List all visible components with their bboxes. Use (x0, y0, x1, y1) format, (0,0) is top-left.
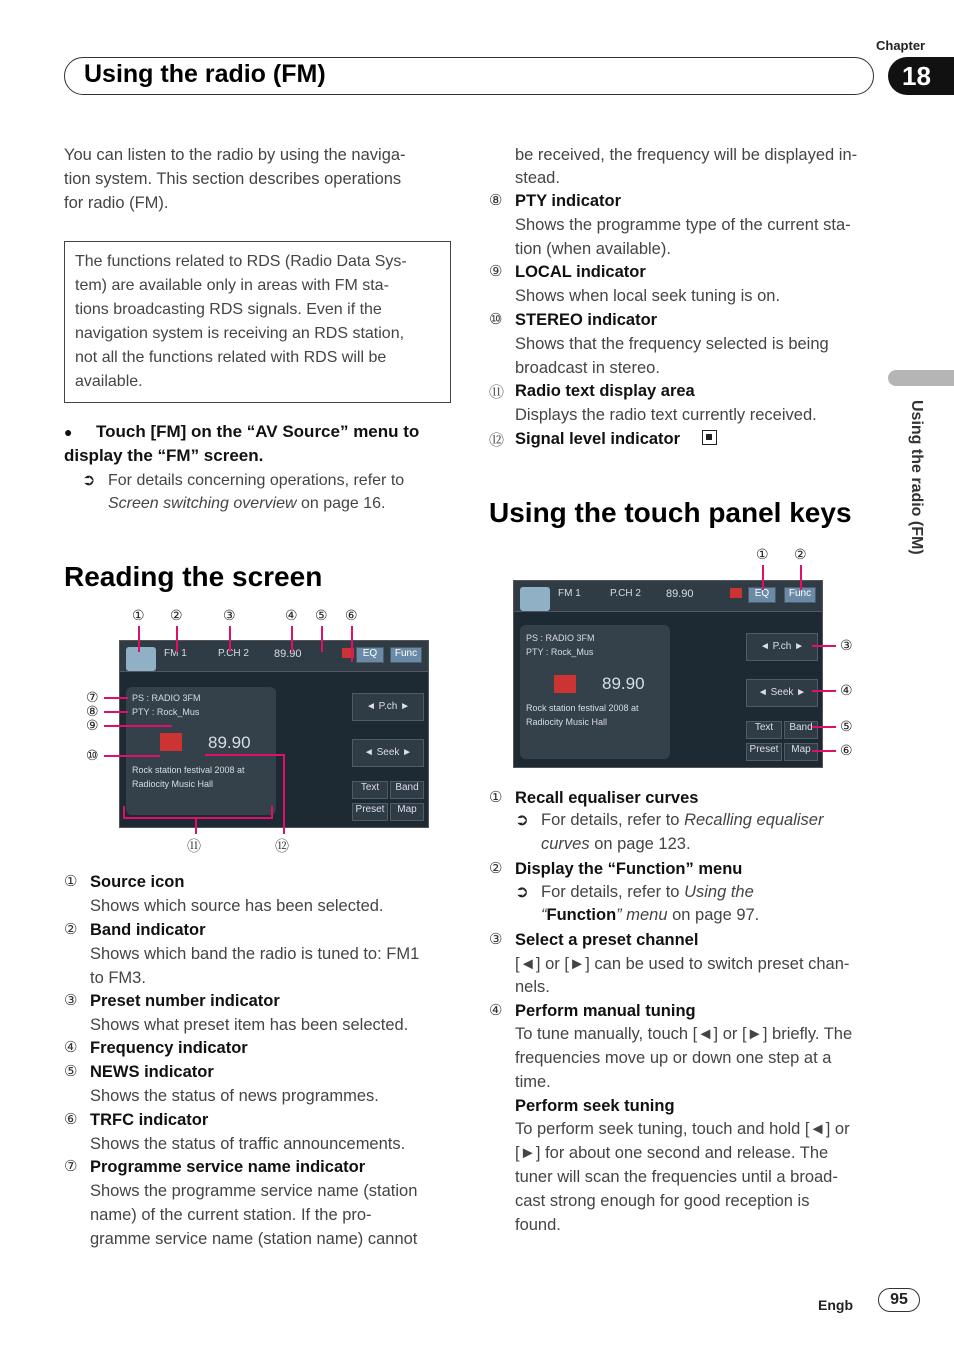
radio-text-line: Radiocity Music Hall (526, 717, 608, 727)
callout-marker: ⑩ (86, 747, 99, 763)
callout-marker: ① (132, 607, 145, 623)
page-title: Using the radio (FM) (84, 60, 326, 88)
note-line: The functions related to RDS (Radio Data Sys- (75, 253, 407, 270)
eq-button[interactable]: EQ (748, 587, 776, 603)
func-button[interactable]: Func (390, 647, 422, 663)
item-number: ③ (64, 992, 78, 1009)
item-desc: name) of the current station. If the pro- (90, 1206, 372, 1224)
note-line: not all the functions related with RDS will be (75, 349, 387, 366)
frequency-indicator: 89.90 (666, 588, 694, 600)
item-label: Display the “Function” menu (515, 860, 743, 878)
text-button[interactable]: Text (352, 781, 388, 799)
callout-marker: ③ (840, 637, 853, 653)
pch-button[interactable]: ◄ P.ch ► (352, 693, 424, 721)
item-desc: be received, the frequency will be displayed in- (515, 146, 858, 164)
item-label: Perform manual tuning (515, 1002, 696, 1020)
note-line: available. (75, 373, 143, 390)
item-label: LOCAL indicator (515, 263, 646, 281)
section-heading-reading: Reading the screen (64, 561, 323, 592)
item-label: Recall equaliser curves (515, 789, 699, 807)
chapter-label: Chapter (876, 38, 926, 53)
pch-button[interactable]: ◄ P.ch ► (746, 633, 818, 661)
item-reference (541, 903, 759, 927)
item-desc: found. (515, 1216, 561, 1234)
step-line: display the “FM” screen. (64, 446, 264, 465)
ref-link[interactable]: Recalling equaliser (684, 811, 824, 829)
map-button[interactable]: Map (784, 743, 818, 761)
item-desc: to FM3. (90, 969, 146, 987)
item-number: ⑪ (489, 384, 505, 401)
item-desc: Shows the programme type of the current sta- (515, 216, 851, 234)
item-desc: tuner will scan the frequencies until a broad- (515, 1168, 838, 1186)
band-button[interactable]: Band (390, 781, 424, 799)
seek-button[interactable]: ◄ Seek ► (352, 739, 424, 767)
step-line: Touch [FM] on the “AV Source” menu to (96, 422, 420, 441)
radio-text-line: Radiocity Music Hall (132, 779, 214, 789)
chapter-number: 18 (888, 57, 954, 95)
item-desc: gramme service name (station name) cannot (90, 1230, 418, 1248)
item-number: ① (64, 873, 78, 890)
ref-page: on page 97. (667, 906, 760, 924)
footer-language: Engb (818, 1297, 853, 1313)
item-label: PTY indicator (515, 192, 622, 210)
func-button[interactable]: Func (784, 587, 816, 603)
callout-marker: ④ (285, 607, 298, 623)
section-heading-touch: Using the touch panel keys (489, 497, 852, 528)
note-line: navigation system is receiving an RDS station, (75, 325, 405, 342)
item-reference (515, 808, 823, 832)
callout-marker: ⑦ (86, 689, 99, 705)
preset-button[interactable]: Preset (746, 743, 782, 761)
item-label: Perform seek tuning (515, 1097, 675, 1115)
text-button[interactable]: Text (746, 721, 782, 739)
ref-page: on page 123. (589, 835, 691, 853)
ref-link[interactable]: Screen switching overview (108, 495, 297, 512)
item-label: Select a preset channel (515, 931, 699, 949)
radio-text-line: Rock station festival 2008 at (526, 703, 639, 713)
item-desc: Shows the status of traffic announcements. (90, 1135, 406, 1153)
callout-marker: ② (794, 546, 807, 562)
preset-number-indicator: P.CH 2 (610, 588, 641, 599)
item-desc: Shows the programme service name (station (90, 1182, 418, 1200)
ref-link[interactable]: curves (541, 835, 590, 853)
item-number: ⑨ (489, 263, 503, 280)
item-number: ⑫ (489, 432, 505, 449)
item-desc: [◄] or [►] can be used to switch preset chan- (515, 955, 850, 973)
arrow-icon: ➲ (82, 472, 96, 489)
map-button[interactable]: Map (390, 803, 424, 821)
ref-link-bold[interactable]: Function (546, 906, 617, 924)
item-desc: tion (when available). (515, 240, 671, 258)
item-desc: Shows which band the radio is tuned to: FM1 (90, 945, 420, 963)
item-desc: nels. (515, 978, 550, 996)
callout-marker: ② (170, 607, 183, 623)
preset-button[interactable]: Preset (352, 803, 388, 821)
ps-indicator: PS : RADIO 3FM (132, 693, 201, 703)
callout-marker: ⑫ (275, 838, 289, 854)
ps-indicator: PS : RADIO 3FM (526, 633, 595, 643)
item-desc: frequencies move up or down one step at a (515, 1049, 832, 1067)
intro-line: tion system. This section describes operations (64, 170, 402, 188)
seek-button[interactable]: ◄ Seek ► (746, 679, 818, 707)
intro-line: You can listen to the radio by using the naviga- (64, 146, 406, 164)
callout-marker: ④ (840, 682, 853, 698)
item-label: TRFC indicator (90, 1111, 209, 1129)
callout-marker: ⑪ (187, 838, 201, 854)
item-number: ⑥ (64, 1111, 78, 1128)
item-desc: time. (515, 1073, 551, 1091)
item-desc: stead. (515, 169, 560, 187)
callout-marker: ① (756, 546, 769, 562)
item-desc: Shows the status of news programmes. (90, 1087, 379, 1105)
arrow-icon: ➲ (515, 883, 529, 901)
ref-link[interactable]: Using the (684, 883, 754, 901)
preset-number-indicator: P.CH 2 (218, 648, 249, 659)
note-line: tions broadcasting RDS signals. Even if the (75, 301, 382, 318)
bullet-icon: ● (64, 424, 73, 440)
item-label: Radio text display area (515, 382, 695, 400)
item-number: ⑧ (489, 192, 503, 209)
ref-text: For details, refer to (541, 883, 685, 901)
item-number: ② (64, 921, 78, 938)
callout-marker: ③ (223, 607, 236, 623)
item-label: Preset number indicator (90, 992, 280, 1010)
item-desc: [►] for about one second and release. The (515, 1144, 829, 1162)
ref-page: on page 16. (296, 495, 386, 512)
callout-marker: ⑤ (315, 607, 328, 623)
item-desc: cast strong enough for good reception is (515, 1192, 810, 1210)
item-number: ③ (489, 931, 503, 948)
item-reference (515, 880, 754, 904)
item-label: Signal level indicator (515, 430, 681, 448)
ref-quote: “ (541, 906, 547, 924)
pty-indicator: PTY : Rock_Mus (526, 647, 594, 657)
item-desc: Shows what preset item has been selected. (90, 1016, 409, 1034)
callout-marker: ⑨ (86, 717, 99, 733)
item-label: Source icon (90, 873, 185, 891)
callout-marker: ⑤ (840, 718, 853, 734)
ref-line: For details concerning operations, refer to (108, 472, 405, 489)
item-number: ⑦ (64, 1158, 78, 1175)
callout-marker: ⑥ (345, 607, 358, 623)
item-desc: Displays the radio text currently received. (515, 406, 817, 424)
band-indicator: FM 1 (558, 588, 581, 599)
item-desc: To tune manually, touch [◄] or [►] briefly. The (515, 1025, 853, 1043)
ref-link[interactable]: ” menu (616, 906, 668, 924)
item-desc: broadcast in stereo. (515, 359, 660, 377)
item-label: Programme service name indicator (90, 1158, 366, 1176)
radio-text-line: Rock station festival 2008 at (132, 765, 245, 775)
item-desc: Shows that the frequency selected is being (515, 335, 829, 353)
item-desc: Shows which source has been selected. (90, 897, 384, 915)
pty-indicator: PTY : Rock_Mus (132, 707, 200, 717)
item-desc: Shows when local seek tuning is on. (515, 287, 781, 305)
item-number: ⑤ (64, 1063, 78, 1080)
callout-marker: ⑥ (840, 742, 853, 758)
main-frequency: 89.90 (602, 674, 645, 693)
item-number: ⑩ (489, 311, 503, 328)
intro-line: for radio (FM). (64, 194, 169, 212)
band-button[interactable]: Band (784, 721, 818, 739)
main-frequency: 89.90 (208, 733, 251, 752)
arrow-icon: ➲ (515, 811, 529, 829)
item-reference (541, 832, 691, 856)
item-desc: To perform seek tuning, touch and hold [◄] or (515, 1120, 850, 1138)
callout-marker: ⑧ (86, 703, 99, 719)
item-label: STEREO indicator (515, 311, 658, 329)
side-tab-label: Using the radio (FM) (908, 400, 925, 555)
item-number: ④ (489, 1002, 503, 1019)
ref-text: For details, refer to (541, 811, 685, 829)
note-line: tem) are available only in areas with FM sta- (75, 277, 389, 294)
item-number: ④ (64, 1039, 78, 1056)
band-indicator: FM 1 (164, 648, 187, 659)
item-number: ① (489, 789, 503, 806)
item-label: Frequency indicator (90, 1039, 248, 1057)
item-number: ② (489, 860, 503, 877)
item-label: NEWS indicator (90, 1063, 214, 1081)
item-label: Band indicator (90, 921, 206, 939)
page-number: 95 (878, 1288, 920, 1312)
frequency-indicator: 89.90 (274, 648, 302, 660)
eq-button[interactable]: EQ (356, 647, 384, 663)
